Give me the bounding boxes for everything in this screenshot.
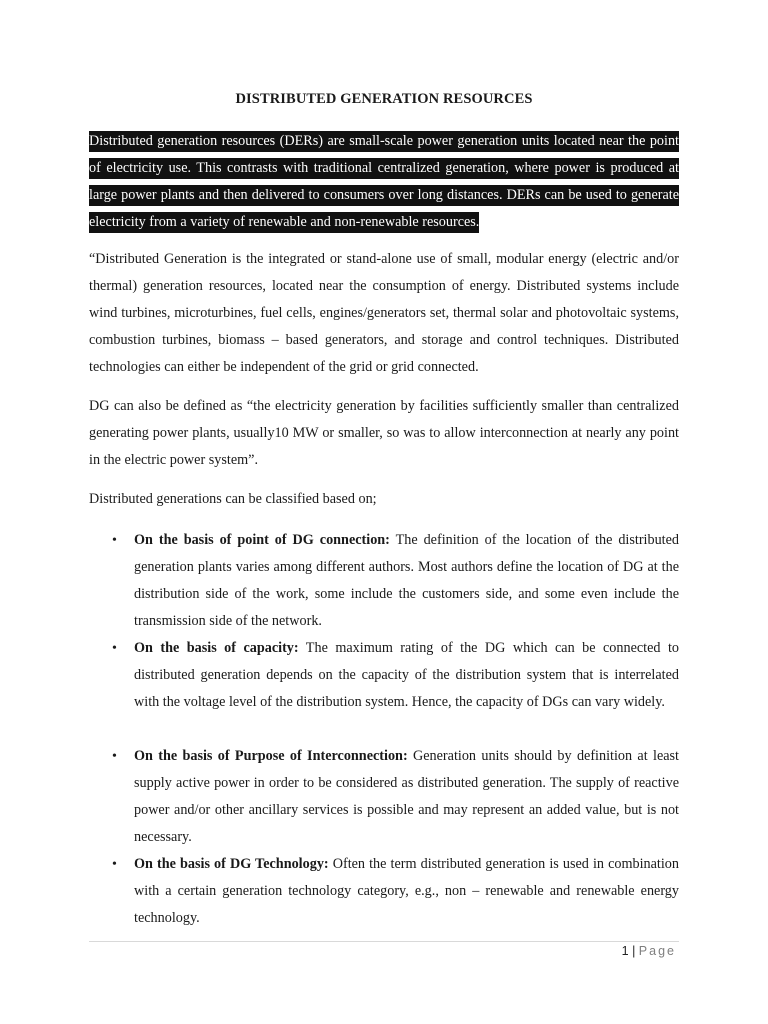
list-item-heading: On the basis of DG Technology:: [134, 856, 329, 872]
list-item: [89, 527, 679, 635]
page-title: DISTRIBUTED GENERATION RESOURCES: [235, 91, 533, 107]
bullet-icon: •: [112, 641, 117, 656]
footer-divider: [89, 941, 679, 942]
intro-paragraph: [89, 128, 679, 236]
list-item-heading: On the basis of point of DG connection:: [134, 532, 390, 548]
dg-definition-paragraph: DG can also be defined as “the electricity generation by facilities sufficiently smaller than centralized generating power plants, usually10 MW or smaller, so was to allow interconnection at nearly any point in the electric power system”.: [89, 398, 679, 468]
definition-paragraph: “Distributed Generation is the integrated or stand-alone use of small, modular energy (electric and/or thermal) generation resources, located near the consumption of energy. Distributed systems include wind turbines, microturbines, fuel cells, engines/generators set, thermal solar and photovoltaic systems, combustion turbines, biomass – based generators, and storage and control techniques. Distributed technologies can either be independent of the grid or grid connected.: [89, 251, 679, 375]
list-item-text: The maximum rating of the DG which can be connected to distributed generation depends on the capacity of the distribution system that is interrelated with the voltage level of the distribution system. Hence, the capacity of DGs can vary widely.: [134, 640, 679, 710]
classification-list: [89, 527, 679, 932]
classification-intro: Distributed generations can be classified based on;: [89, 491, 377, 507]
list-item-text: The definition of the location of the distributed generation plants varies among different authors. Most authors define the location of DG at the distribution side of the work, some include the customers side, and some even include the transmission side of the network.: [134, 532, 680, 629]
list-item: [89, 851, 679, 932]
list-item-heading: On the basis of capacity:: [134, 640, 299, 656]
list-item: [89, 743, 679, 851]
bullet-icon: •: [112, 533, 117, 548]
bullet-icon: •: [112, 749, 117, 764]
list-item-text: Generation units should by definition at least supply active power in order to be considered as distributed generation. The supply of reactive power and/or other ancillary services is possible and may represent an added value, but is not necessary.: [134, 748, 679, 845]
list-item-text: Often the term distributed generation is used in combination with a certain generation technology category, e.g., non – renewable and renewable energy technology.: [134, 856, 679, 926]
page-footer: [622, 944, 676, 958]
list-item: [89, 635, 679, 743]
page-number: 1: [621, 944, 629, 958]
highlighted-intro-text: Distributed generation resources (DERs) are small-scale power generation units located near the point of electricity use. This contrasts with traditional centralized generation, where power is produced at large power plants and then delivered to consumers over long distances. DERs can be used to generate electricity from a variety of renewable and non-renewable resources.: [89, 131, 679, 233]
bullet-icon: •: [112, 857, 117, 872]
list-item-heading: On the basis of Purpose of Interconnection:: [134, 748, 408, 764]
page-label: Page: [638, 944, 676, 958]
footer-separator: |: [628, 944, 639, 958]
